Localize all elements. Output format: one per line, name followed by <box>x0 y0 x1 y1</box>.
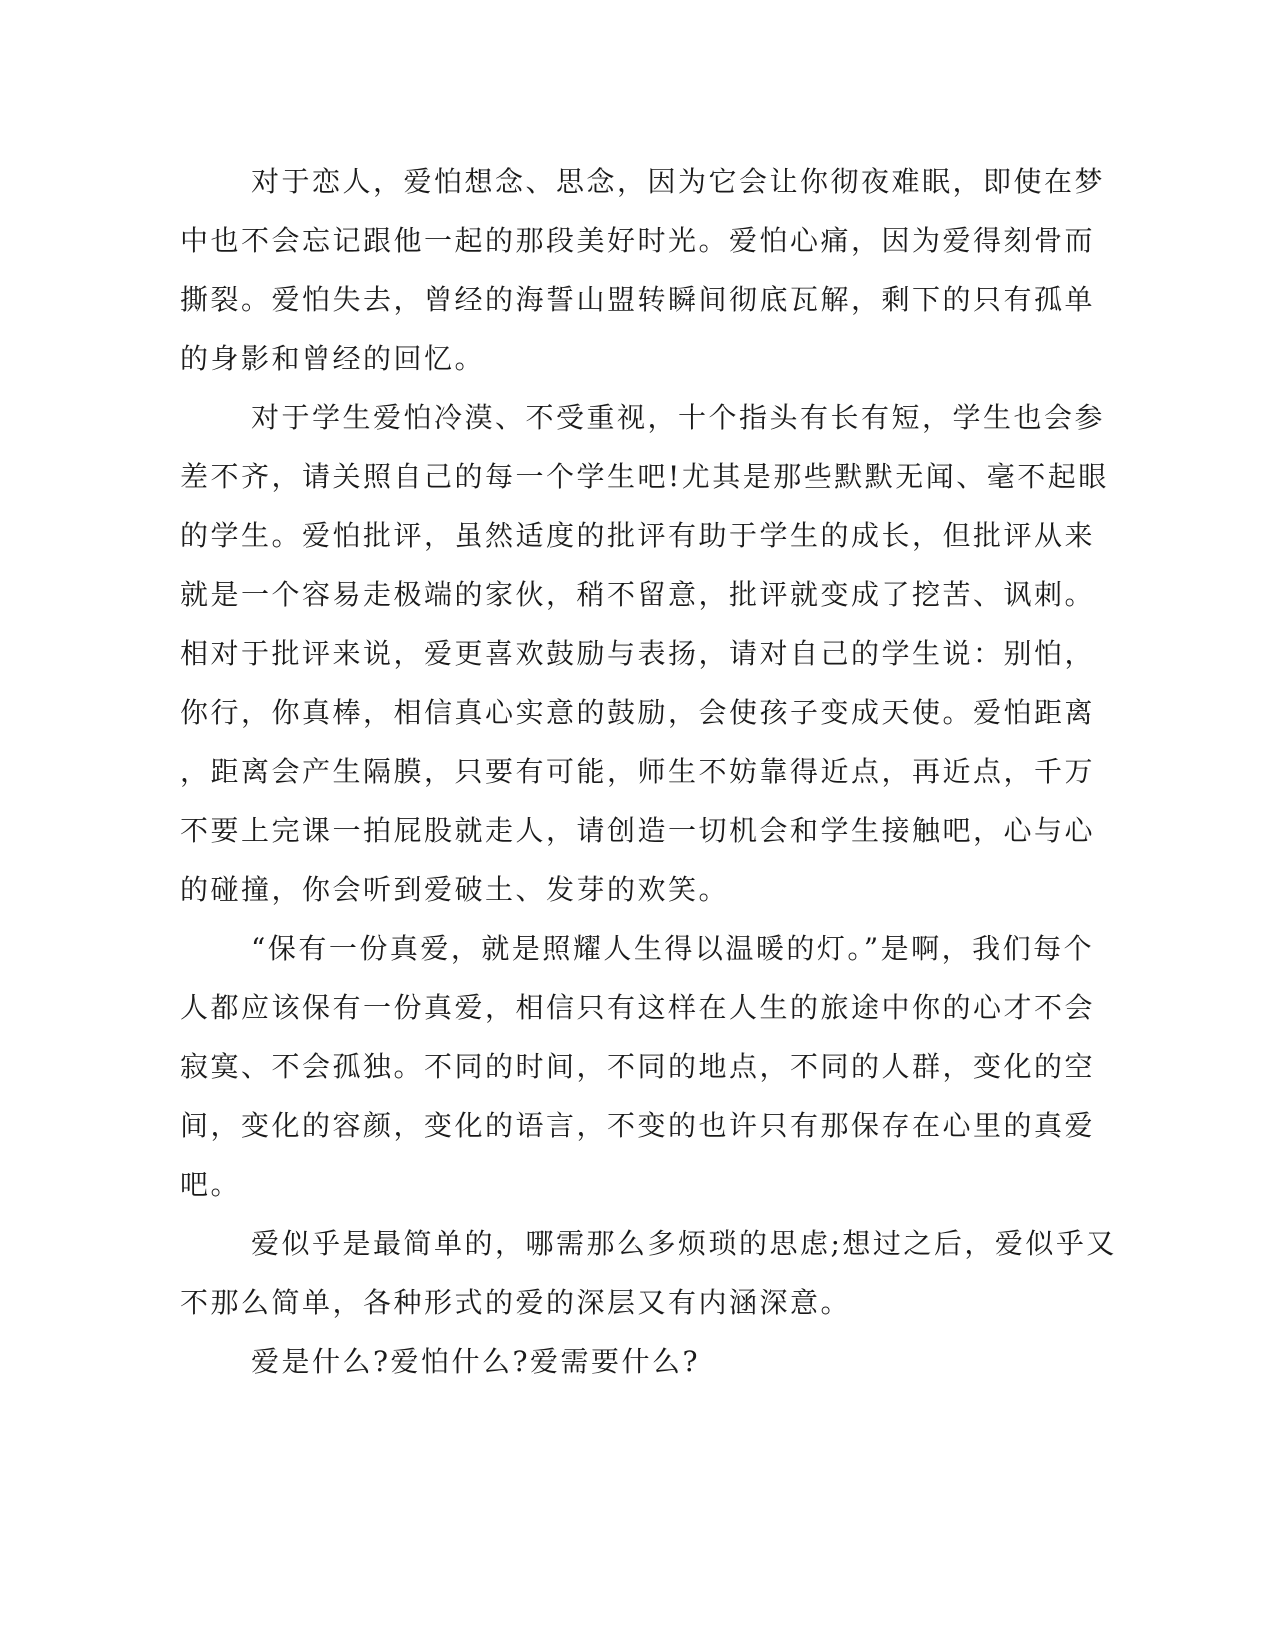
paragraph-2-line-6: 你行，你真棒，相信真心实意的鼓励，会使孩子变成天使。爱怕距离 <box>180 696 1096 729</box>
paragraph-2-line-2: 差不齐，请关照自己的每一个学生吧!尤其是那些默默无闻、毫不起眼 <box>180 460 1109 493</box>
paragraph-4-line-1: 爱似乎是最简单的，哪需那么多烦琐的思虑;想过之后，爱似乎又 <box>251 1227 1117 1260</box>
paragraph-1-line-2: 中也不会忘记跟他一起的那段美好时光。爱怕心痛，因为爱得刻骨而 <box>180 224 1096 257</box>
paragraph-3-line-2: 人都应该保有一份真爱，相信只有这样在人生的旅途中你的心才不会 <box>180 991 1096 1024</box>
paragraph-3-line-4: 间，变化的容颜，变化的语言，不变的也许只有那保存在心里的真爱 <box>180 1109 1096 1142</box>
paragraph-1-line-4: 的身影和曾经的回忆。 <box>180 342 486 375</box>
paragraph-2-line-4: 就是一个容易走极端的家伙，稍不留意，批评就变成了挖苦、讽刺。 <box>180 578 1096 611</box>
paragraph-3-line-5: 吧。 <box>180 1168 242 1201</box>
paragraph-2-line-7: ，距离会产生隔膜，只要有可能，师生不妨靠得近点，再近点，千万 <box>180 755 1096 788</box>
paragraph-1-line-1: 对于恋人，爱怕想念、思念，因为它会让你彻夜难眠，即使在梦 <box>251 165 1106 198</box>
paragraph-3-line-1: “保有一份真爱，就是照耀人生得以温暖的灯。”是啊，我们每个 <box>251 932 1095 965</box>
paragraph-2-line-8: 不要上完课一拍屁股就走人，请创造一切机会和学生接触吧，心与心 <box>180 814 1096 847</box>
paragraph-4-line-2: 不那么简单，各种形式的爱的深层又有内涵深意。 <box>180 1286 852 1319</box>
paragraph-2-line-5: 相对于批评来说，爱更喜欢鼓励与表扬，请对自己的学生说：别怕， <box>180 637 1096 670</box>
paragraph-3-line-3: 寂寞、不会孤独。不同的时间，不同的地点，不同的人群，变化的空 <box>180 1050 1096 1083</box>
paragraph-5-line-1: 爱是什么?爱怕什么?爱需要什么? <box>251 1345 701 1378</box>
paragraph-2-line-9: 的碰撞，你会听到爱破土、发芽的欢笑。 <box>180 873 730 906</box>
paragraph-2-line-3: 的学生。爱怕批评，虽然适度的批评有助于学生的成长，但批评从来 <box>180 519 1096 552</box>
paragraph-2-line-1: 对于学生爱怕冷漠、不受重视，十个指头有长有短，学生也会参 <box>251 401 1106 434</box>
paragraph-1-line-3: 撕裂。爱怕失去，曾经的海誓山盟转瞬间彻底瓦解，剩下的只有孤单 <box>180 283 1096 316</box>
